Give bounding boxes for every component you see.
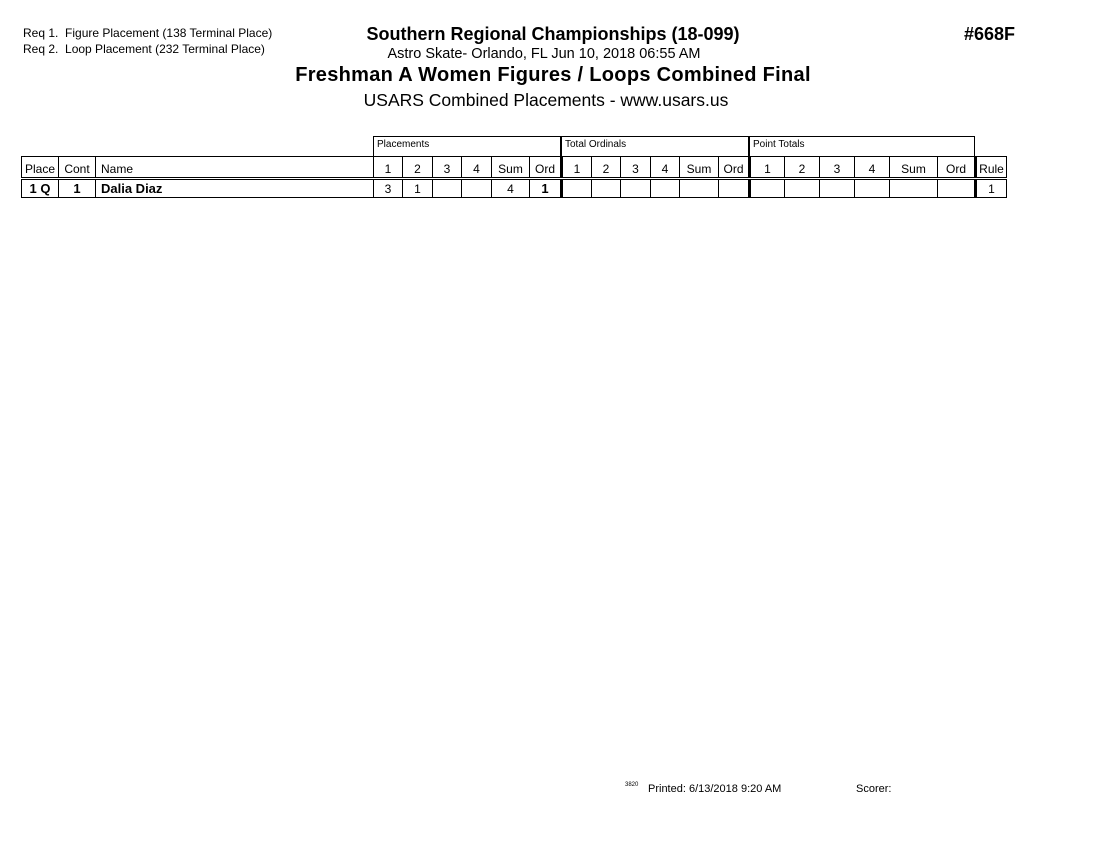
col-points-2: 2: [785, 157, 820, 179]
points-2-cell: [785, 179, 820, 198]
col-points-1: 1: [750, 157, 785, 179]
col-rule: Rule: [976, 157, 1007, 179]
col-ordinal-1: 1: [562, 157, 592, 179]
scorer-label: Scorer:: [856, 783, 892, 795]
ordinal-2-cell: [592, 179, 621, 198]
col-placement-2: 2: [403, 157, 433, 179]
col-points-4: 4: [855, 157, 890, 179]
group-header-placements: Placements: [373, 136, 561, 156]
event-number: #668F: [964, 24, 1016, 44]
placements-source: USARS Combined Placements - www.usars.us: [363, 90, 729, 110]
col-ordinal-ord: Ord: [719, 157, 750, 179]
venue-date: Astro Skate- Orlando, FL Jun 10, 2018 06:55 AM: [387, 46, 701, 62]
col-placement-ord: Ord: [530, 157, 562, 179]
points-1-cell: [750, 179, 785, 198]
col-points-3: 3: [820, 157, 855, 179]
requirement-text: Figure Placement (138 Terminal Place): [65, 26, 273, 40]
points-sum-cell: [890, 179, 938, 198]
col-points-ord: Ord: [938, 157, 976, 179]
group-header-point-totals: Point Totals: [749, 136, 975, 156]
place-cell: 1 Q: [22, 179, 59, 198]
placement-sum-cell: 4: [492, 179, 530, 198]
table-row: [22, 179, 1007, 198]
rule-cell: 1: [976, 179, 1007, 198]
col-cont: Cont: [59, 157, 96, 179]
col-placement-1: 1: [374, 157, 403, 179]
header-row: [22, 157, 1007, 179]
footer-code: 3820: [625, 782, 639, 788]
placement-1-cell: 3: [374, 179, 403, 198]
col-place: Place: [22, 157, 59, 179]
requirement-number: Req 1.: [23, 26, 59, 40]
col-placement-3: 3: [433, 157, 462, 179]
ordinal-4-cell: [651, 179, 680, 198]
event-name: Freshman A Women Figures / Loops Combined Final: [295, 64, 811, 86]
ordinal-3-cell: [621, 179, 651, 198]
competition-title: Southern Regional Championships (18-099): [366, 24, 740, 44]
ordinal-1-cell: [562, 179, 592, 198]
placement-ord-cell: 1: [530, 179, 562, 198]
col-ordinal-sum: Sum: [680, 157, 719, 179]
placement-3-cell: [433, 179, 462, 198]
skater-name: Dalia Diaz: [96, 179, 374, 198]
placement-4-cell: [462, 179, 492, 198]
results-table: [21, 156, 1007, 198]
col-name: Name: [96, 157, 374, 179]
points-4-cell: [855, 179, 890, 198]
cont-cell: 1: [59, 179, 96, 198]
col-points-sum: Sum: [890, 157, 938, 179]
col-placement-4: 4: [462, 157, 492, 179]
col-ordinal-4: 4: [651, 157, 680, 179]
points-3-cell: [820, 179, 855, 198]
requirement-number: Req 2.: [23, 42, 59, 56]
printed-timestamp: Printed: 6/13/2018 9:20 AM: [648, 783, 782, 795]
col-placement-sum: Sum: [492, 157, 530, 179]
requirement-text: Loop Placement (232 Terminal Place): [65, 42, 265, 56]
ordinal-ord-cell: [719, 179, 750, 198]
placement-2-cell: 1: [403, 179, 433, 198]
points-ord-cell: [938, 179, 976, 198]
ordinal-sum-cell: [680, 179, 719, 198]
col-ordinal-3: 3: [621, 157, 651, 179]
group-header-total-ordinals: Total Ordinals: [561, 136, 749, 156]
col-ordinal-2: 2: [592, 157, 621, 179]
